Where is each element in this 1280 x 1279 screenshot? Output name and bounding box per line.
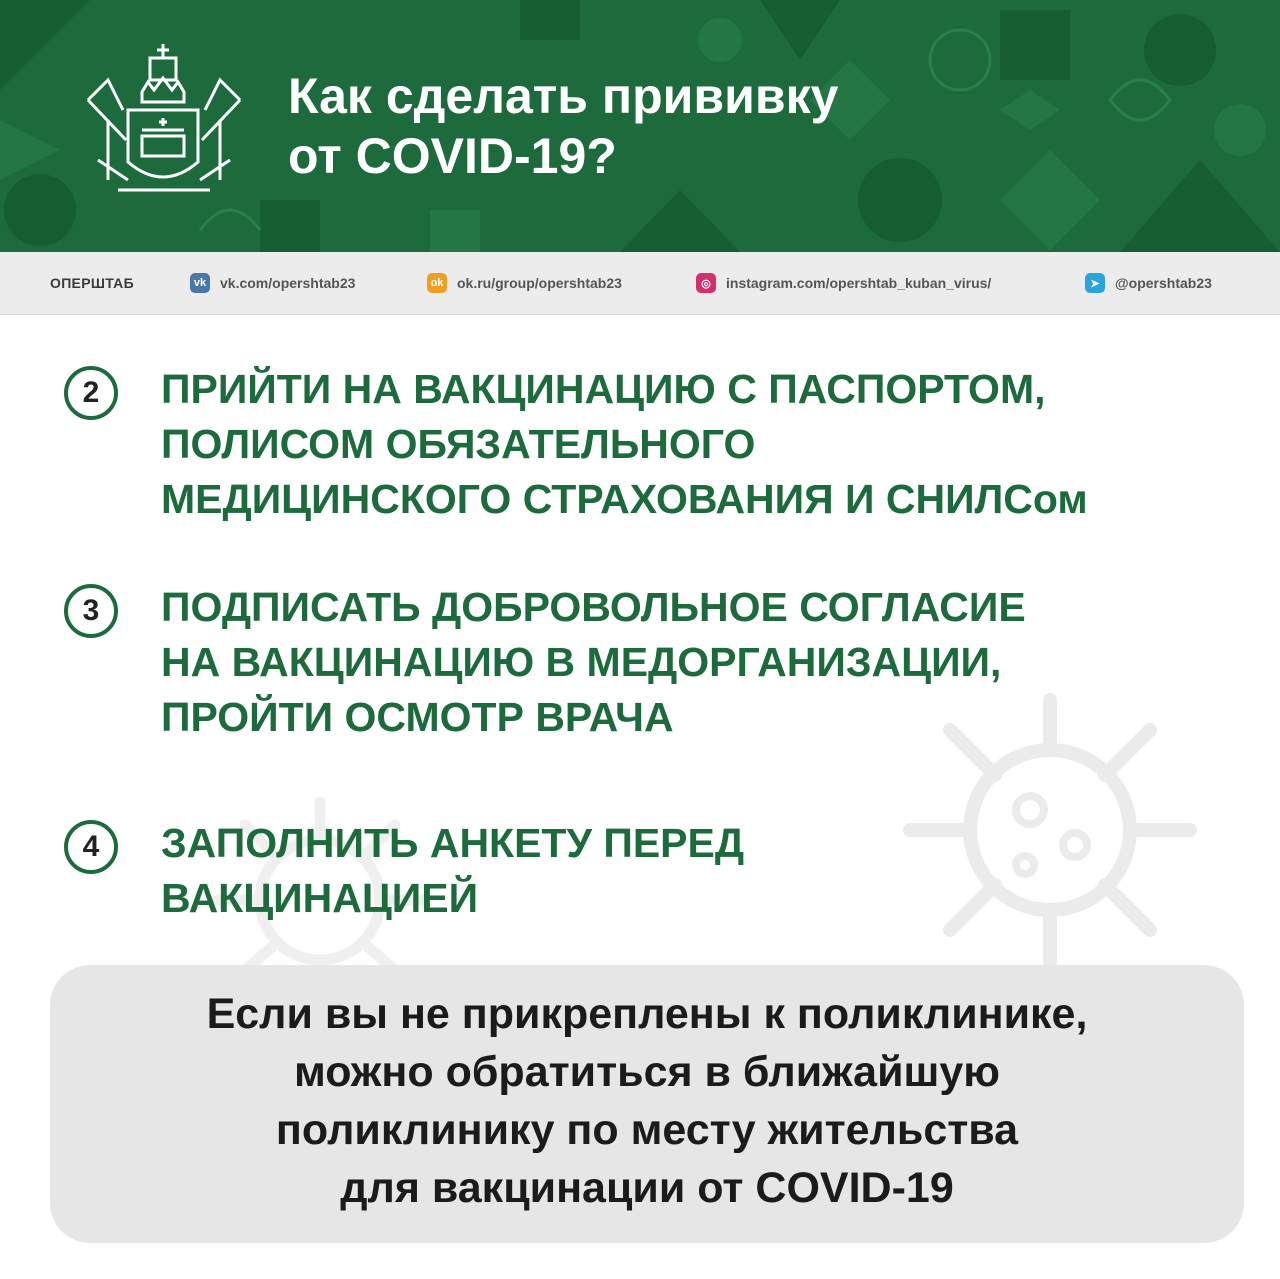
step-text [161, 362, 1261, 527]
step-text [161, 816, 1261, 926]
title-line: Как сделать прививку [288, 68, 839, 124]
telegram-icon: ➤ [1085, 273, 1105, 293]
link-label: vk.com/opershtab23 [220, 275, 356, 291]
telegram-link[interactable] [1085, 272, 1212, 294]
info-text-line: для вакцинации от COVID-19 [340, 1164, 954, 1212]
link-label: @opershtab23 [1115, 275, 1212, 291]
step-text-line: МЕДИЦИНСКОГО СТРАХОВАНИЯ И СНИЛСом [161, 476, 1088, 522]
step-number-badge: 4 [64, 820, 118, 874]
step-text-line: ПОДПИСАТЬ ДОБРОВОЛЬНОЕ СОГЛАСИЕ [161, 584, 1026, 630]
link-label: ok.ru/group/opershtab23 [457, 275, 622, 291]
odnoklassniki-icon: ok [427, 273, 447, 293]
info-box [50, 965, 1244, 1243]
info-text-line: Если вы не прикреплены к поликлинике, [206, 990, 1088, 1038]
step-number-badge: 2 [64, 366, 118, 420]
page-title [288, 66, 838, 186]
info-text-line: можно обратиться в ближайшую [293, 1048, 1000, 1096]
vk-icon: vk [190, 273, 210, 293]
instagram-icon: ◎ [696, 273, 716, 293]
brand-label: ОПЕРШТАБ [50, 275, 134, 291]
step-text-line: ЗАПОЛНИТЬ АНКЕТУ ПЕРЕД [161, 820, 745, 866]
step-text [161, 580, 1261, 745]
link-label: instagram.com/opershtab_kuban_virus/ [726, 275, 992, 291]
step-text-line: НА ВАКЦИНАЦИЮ В МЕДОРГАНИЗАЦИИ, [161, 639, 1002, 685]
title-line: от COVID-19? [288, 128, 617, 184]
kuban-coat-of-arms-icon [78, 40, 250, 200]
step-number-badge: 3 [64, 584, 118, 638]
step-text-line: ПРОЙТИ ОСМОТР ВРАЧА [161, 694, 674, 740]
step-text-line: ПОЛИСОМ ОБЯЗАТЕЛЬНОГО [161, 421, 756, 467]
info-text-line: поликлинику по месту жительства [275, 1106, 1019, 1154]
instagram-link[interactable] [696, 272, 991, 294]
vk-link[interactable] [190, 272, 355, 294]
odnoklassniki-link[interactable] [427, 272, 622, 294]
step-text-line: ВАКЦИНАЦИЕЙ [161, 875, 479, 921]
info-text [50, 985, 1244, 1217]
social-links-bar [0, 252, 1280, 315]
header-banner [0, 0, 1280, 252]
step-text-line: ПРИЙТИ НА ВАКЦИНАЦИЮ С ПАСПОРТОМ, [161, 366, 1046, 412]
